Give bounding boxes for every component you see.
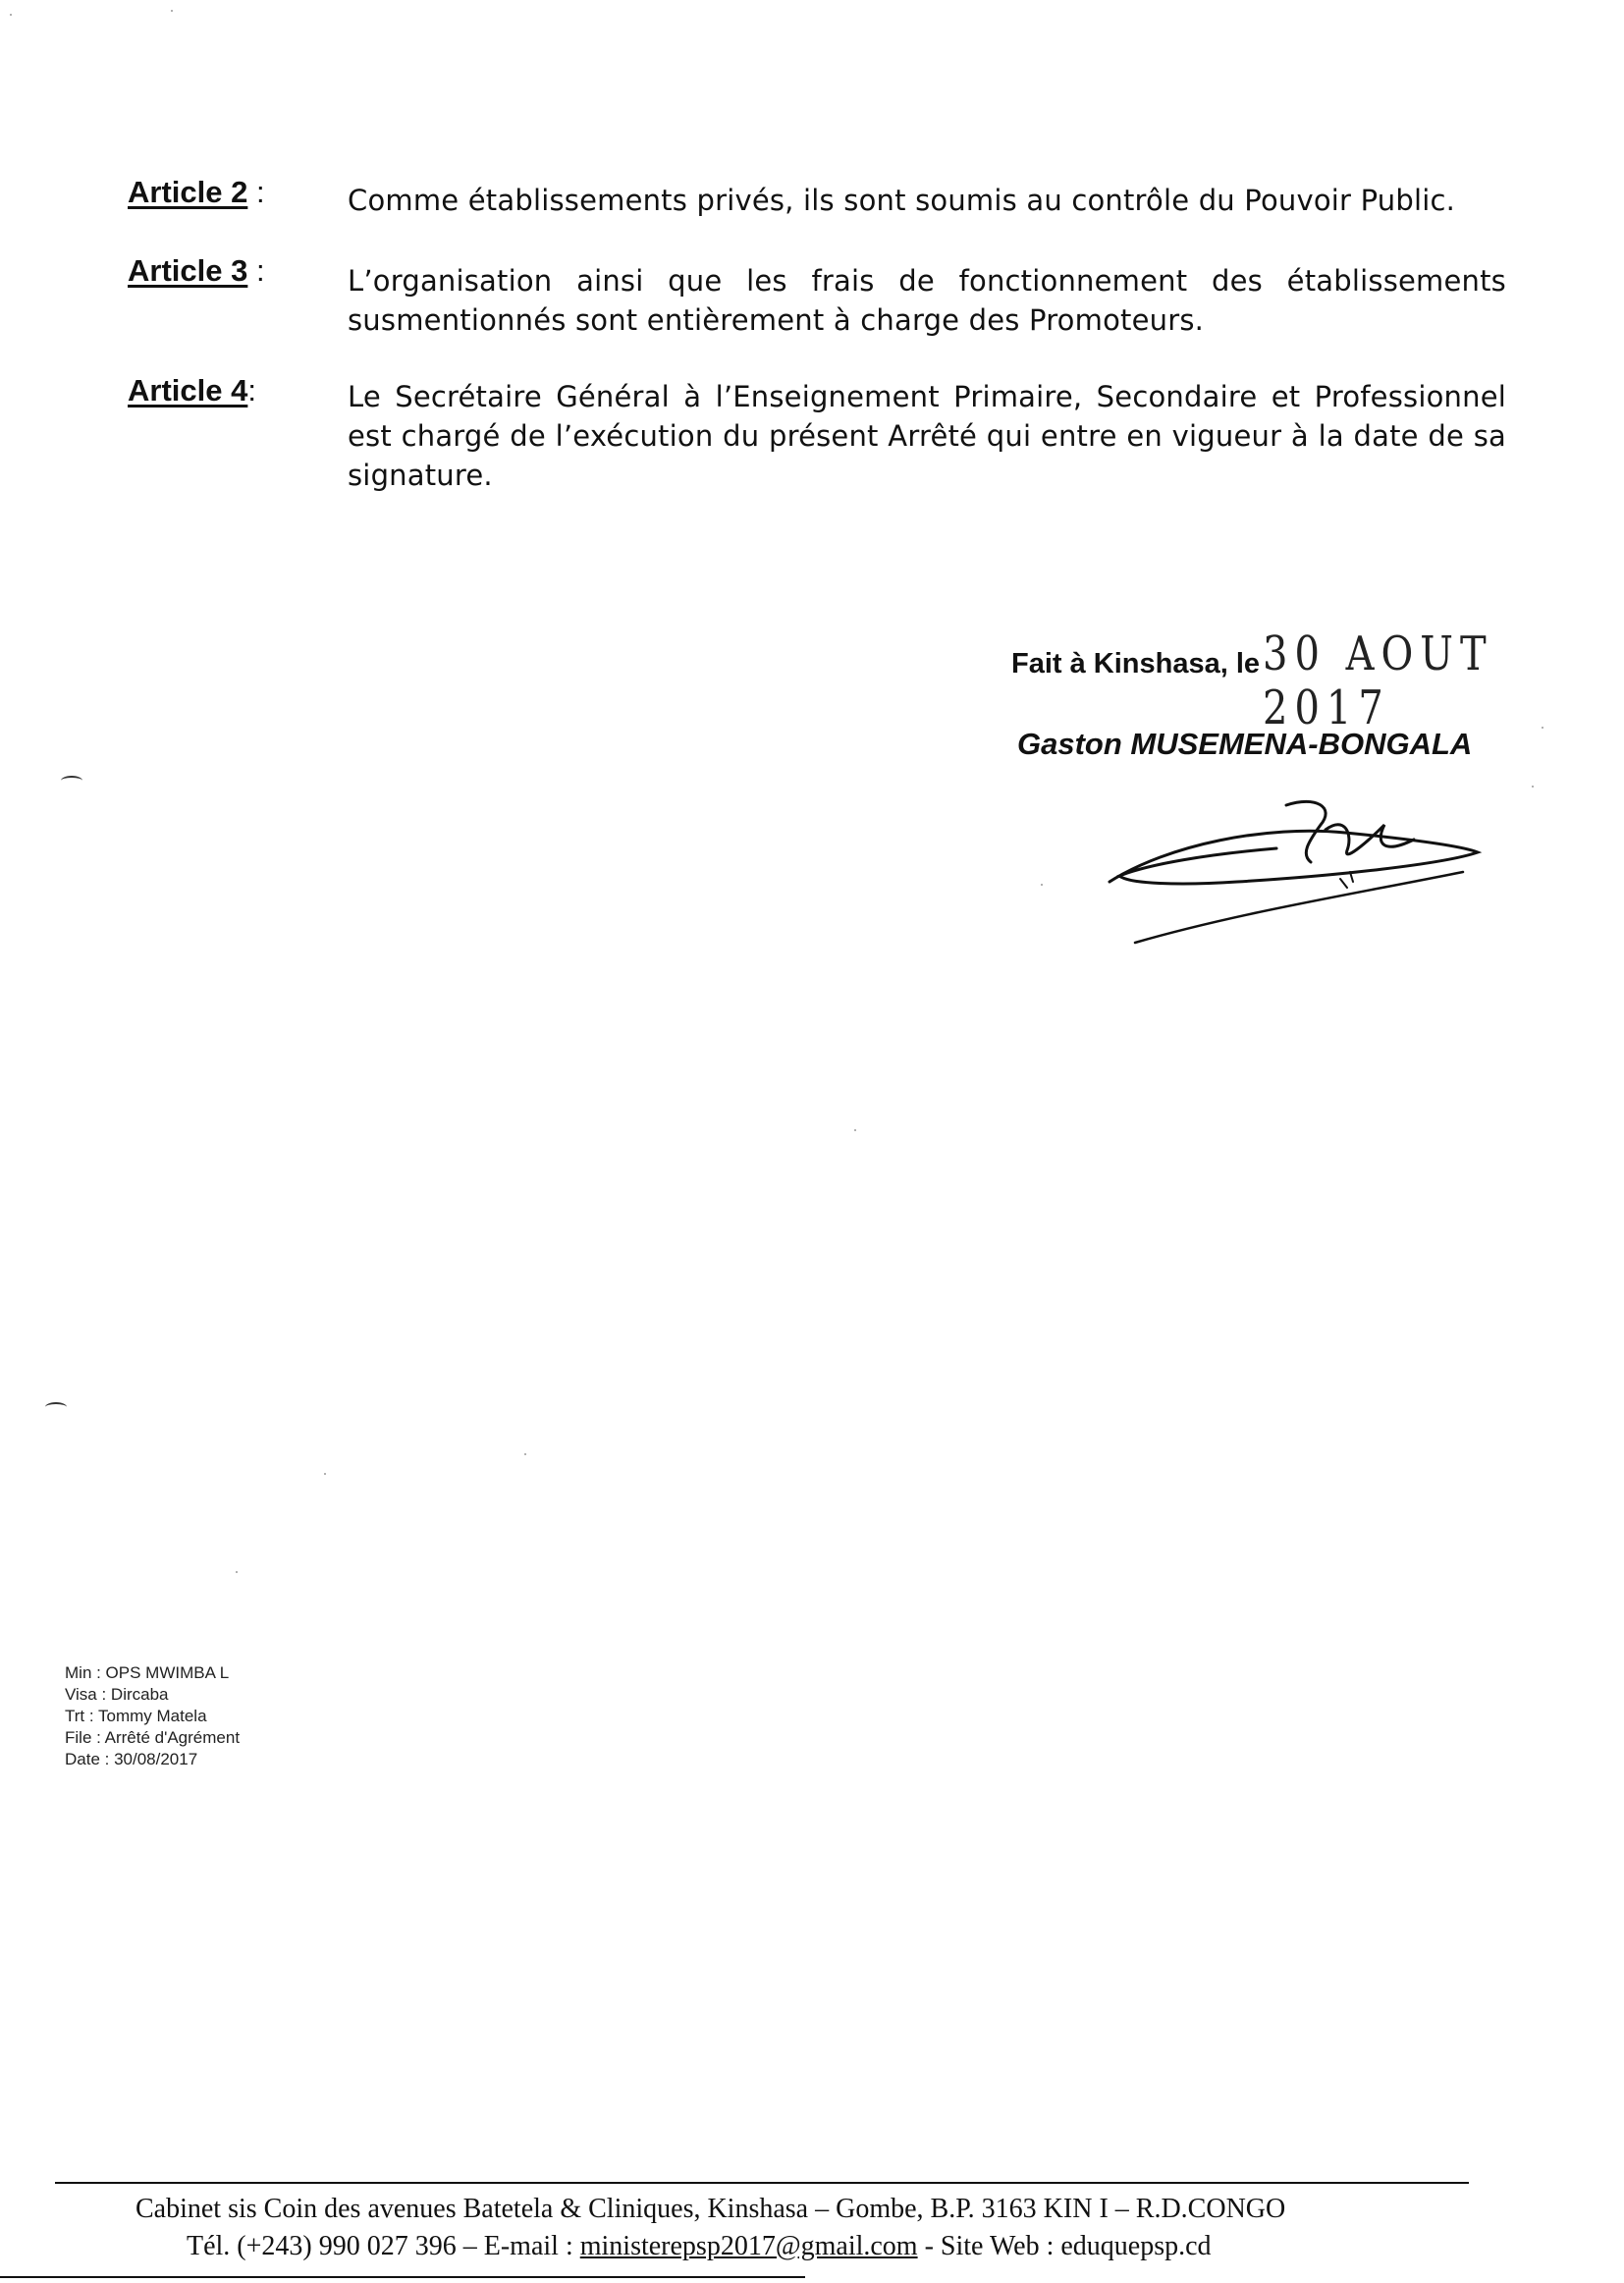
article-text: L’organisation ainsi que les frais de fonctionnement des établissements susmentionnés sont entièrement à charge des Promoteurs. xyxy=(348,264,1506,337)
handwritten-signature xyxy=(1090,786,1502,952)
scan-speck xyxy=(1041,884,1043,886)
article-heading xyxy=(128,175,334,210)
scan-speck xyxy=(171,10,173,12)
article-number: Article 3 xyxy=(128,253,248,288)
article-separator: : xyxy=(247,253,265,288)
article-text: Comme établissements privés, ils sont soumis au contrôle du Pouvoir Public. xyxy=(348,184,1456,217)
scan-mark xyxy=(45,1402,67,1412)
scan-speck xyxy=(854,1129,856,1131)
reference-block xyxy=(65,1662,240,1770)
article-separator: : xyxy=(247,175,265,209)
footer-rule xyxy=(0,2276,805,2278)
date-stamp: 30 AOUT 2017 xyxy=(1263,626,1493,736)
scan-speck xyxy=(524,1453,526,1455)
article-number: Article 4 xyxy=(128,373,248,408)
reference-date: Date : 30/08/2017 xyxy=(65,1750,198,1768)
reference-visa: Visa : Dircaba xyxy=(65,1685,169,1704)
reference-file: File : Arrêté d'Agrément xyxy=(65,1728,241,1747)
footer-rule xyxy=(55,2182,1469,2184)
article-heading xyxy=(128,373,334,408)
scan-speck xyxy=(1532,786,1534,788)
footer-address: Cabinet sis Coin des avenues Batetela & Cliniques, Kinshasa – Gombe, B.P. 3163 KIN I – R.D.CONGO xyxy=(135,2194,1286,2224)
scan-speck xyxy=(236,1571,238,1573)
article-number: Article 2 xyxy=(128,175,248,209)
scan-speck xyxy=(1542,727,1543,729)
scan-mark xyxy=(61,776,82,786)
article-heading xyxy=(128,253,334,289)
scan-speck xyxy=(10,14,12,16)
footer-website: - Site Web : eduquepsp.cd xyxy=(924,2231,1212,2261)
article-text: Le Secrétaire Général à l’Enseignement Primaire, Secondaire et Professionnel est chargé de l’exécution du présent Arrêté qui entre en vigueur à la date de sa signature. xyxy=(348,380,1506,492)
footer-contact xyxy=(187,2231,1212,2262)
article-separator: : xyxy=(247,373,256,408)
signature-place: Fait à Kinshasa, le xyxy=(1011,648,1261,679)
reference-min: Min : OPS MWIMBA L xyxy=(65,1663,230,1682)
signer-name: Gaston MUSEMENA-BONGALA xyxy=(1017,727,1473,761)
footer-phone: Tél. (+243) 990 027 396 – E-mail : xyxy=(187,2231,573,2261)
footer-email-link[interactable]: ministerepsp2017@gmail.com xyxy=(579,2231,918,2261)
scan-speck xyxy=(324,1473,326,1475)
reference-trt: Trt : Tommy Matela xyxy=(65,1707,207,1725)
